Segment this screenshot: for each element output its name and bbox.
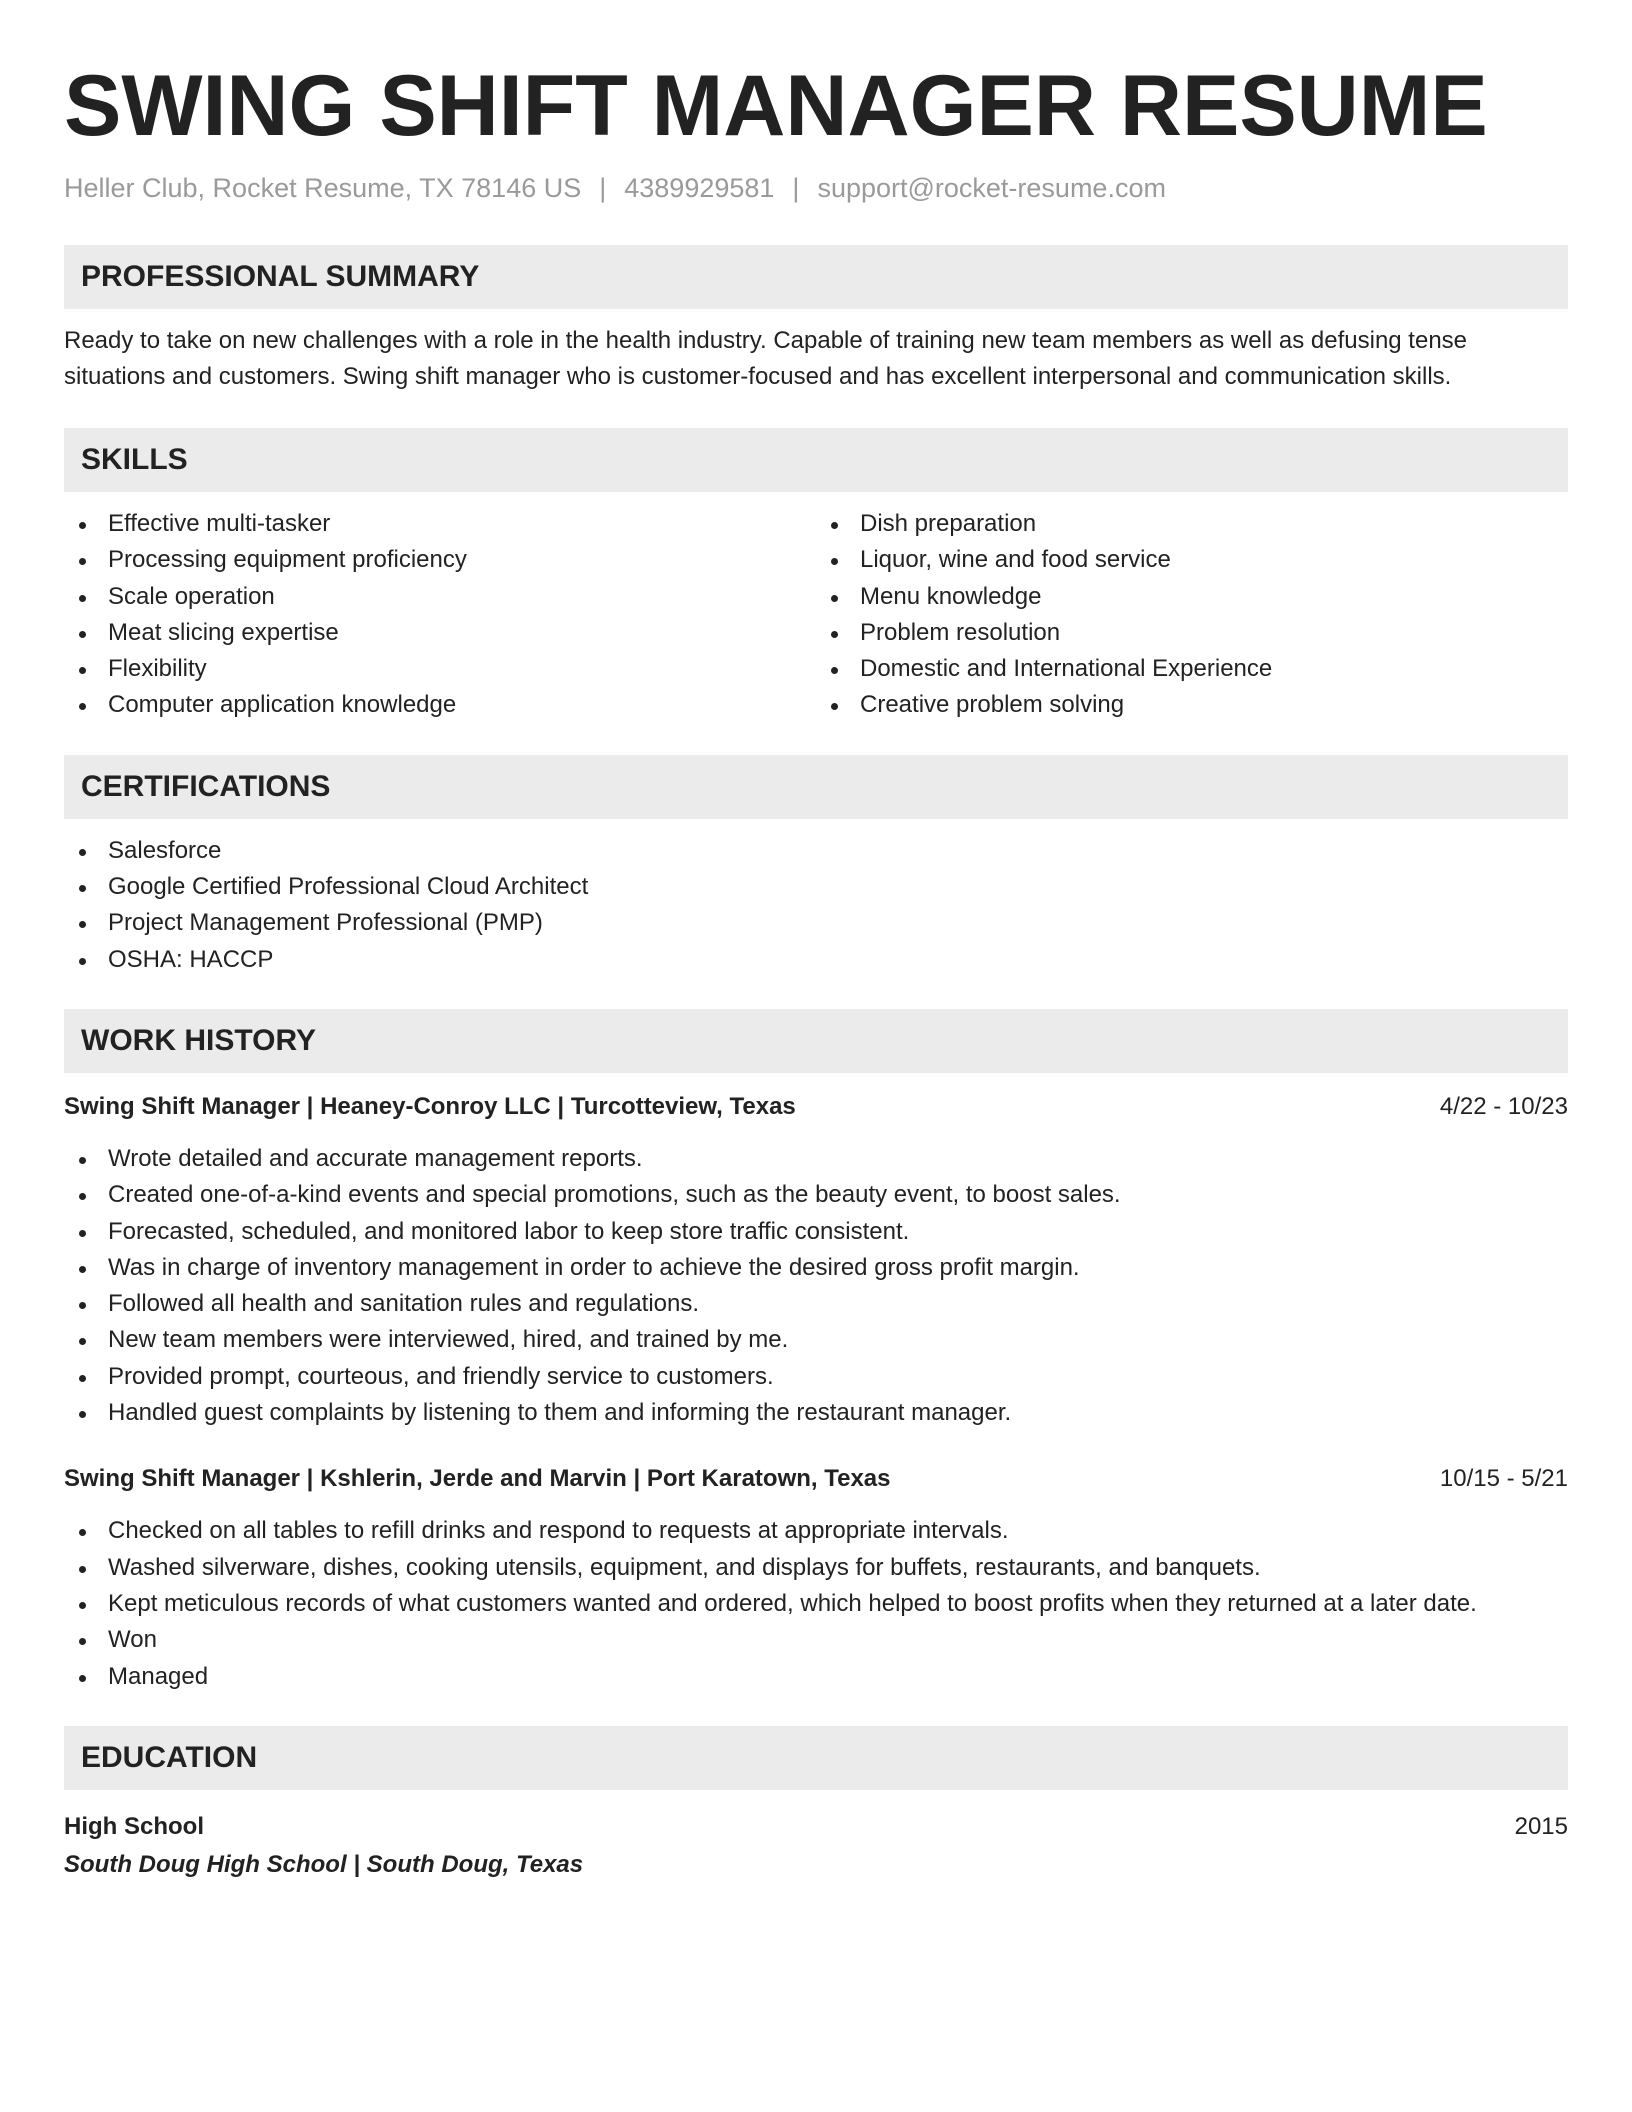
job-bullet: New team members were interviewed, hired, and trained by me. (64, 1322, 1568, 1358)
job-bullet: Washed silverware, dishes, cooking utensils, equipment, and displays for buffets, restaurants, and banquets. (64, 1550, 1568, 1586)
job-bullet: Checked on all tables to refill drinks and respond to requests at appropriate intervals. (64, 1513, 1568, 1549)
skill-item: Menu knowledge (816, 579, 1568, 615)
job-bullet: Wrote detailed and accurate management reports. (64, 1141, 1568, 1177)
job-bullets (64, 1141, 1568, 1431)
job-bullets (64, 1513, 1568, 1694)
job-bullet: Won (64, 1622, 1568, 1658)
skill-item: Computer application knowledge (64, 687, 816, 723)
contact-address: Heller Club, Rocket Resume, TX 78146 US (64, 173, 582, 203)
skill-item: Processing equipment proficiency (64, 542, 816, 578)
section-header-education: EDUCATION (64, 1726, 1568, 1790)
section-header-work-history: WORK HISTORY (64, 1009, 1568, 1073)
job-header (64, 1089, 1568, 1125)
contact-email: support@rocket-resume.com (817, 173, 1166, 203)
resume-title: SWING SHIFT MANAGER RESUME (64, 58, 1488, 154)
job-dates: 10/15 - 5/21 (1439, 1465, 1568, 1493)
skill-item: Scale operation (64, 579, 816, 615)
job-entry (64, 1461, 1568, 1694)
resume-page (64, 56, 1568, 1884)
summary-text: Ready to take on new challenges with a role in the health industry. Capable of training new team members as well as defusing tense situations and customers. Swing shift manager who is customer-focused and has excellent interpersonal and communication skills. (64, 327, 1468, 390)
job-bullet: Managed (64, 1659, 1568, 1695)
job-dates: 4/22 - 10/23 (1439, 1092, 1568, 1120)
job-bullet: Created one-of-a-kind events and special promotions, such as the beauty event, to boost sales. (64, 1177, 1568, 1213)
skill-item: Flexibility (64, 651, 816, 687)
job-bullet: Forecasted, scheduled, and monitored labor to keep store traffic consistent. (64, 1214, 1568, 1250)
job-bullet: Handled guest complaints by listening to them and informing the restaurant manager. (64, 1395, 1568, 1431)
skill-item: Liquor, wine and food service (816, 542, 1568, 578)
skills-list-left (64, 506, 816, 724)
certification-item: Google Certified Professional Cloud Architect (64, 869, 1568, 905)
certification-item: OSHA: HACCP (64, 942, 1568, 978)
contact-separator: | (599, 173, 607, 203)
skill-item: Meat slicing expertise (64, 615, 816, 651)
certification-item: Project Management Professional (PMP) (64, 905, 1568, 941)
education-year: 2015 (1514, 1812, 1568, 1840)
certification-item: Salesforce (64, 833, 1568, 869)
skill-item: Dish preparation (816, 506, 1568, 542)
section-header-summary: PROFESSIONAL SUMMARY (64, 245, 1568, 309)
contact-phone: 4389929581 (624, 173, 775, 203)
skill-item: Effective multi-tasker (64, 506, 816, 542)
certifications-list (64, 833, 1568, 978)
skill-item: Problem resolution (816, 615, 1568, 651)
job-bullet: Provided prompt, courteous, and friendly service to customers. (64, 1359, 1568, 1395)
skill-item: Domestic and International Experience (816, 651, 1568, 687)
contact-line (64, 168, 1568, 208)
skills-grid (64, 492, 1568, 724)
section-header-skills: SKILLS (64, 428, 1568, 492)
job-bullet: Kept meticulous records of what customers wanted and ordered, which helped to boost profits when they returned at a later date. (64, 1586, 1568, 1622)
skills-list-right (816, 506, 1568, 724)
job-bullet: Followed all health and sanitation rules and regulations. (64, 1286, 1568, 1322)
skill-item: Creative problem solving (816, 687, 1568, 723)
section-header-certifications: CERTIFICATIONS (64, 755, 1568, 819)
education-school: South Doug High School | South Doug, Texas (64, 1850, 584, 1878)
education-header (64, 1808, 1568, 1846)
contact-separator: | (792, 173, 800, 203)
job-title: Swing Shift Manager | Kshlerin, Jerde and Marvin | Port Karatown, Texas (64, 1465, 891, 1493)
skills-column-right (816, 492, 1568, 724)
job-header (64, 1461, 1568, 1497)
job-entry (64, 1089, 1568, 1431)
skills-column-left (64, 492, 816, 724)
job-bullet: Was in charge of inventory management in order to achieve the desired gross profit margin. (64, 1250, 1568, 1286)
education-degree: High School (64, 1812, 204, 1840)
job-title: Swing Shift Manager | Heaney-Conroy LLC | Turcotteview, Texas (64, 1092, 796, 1120)
